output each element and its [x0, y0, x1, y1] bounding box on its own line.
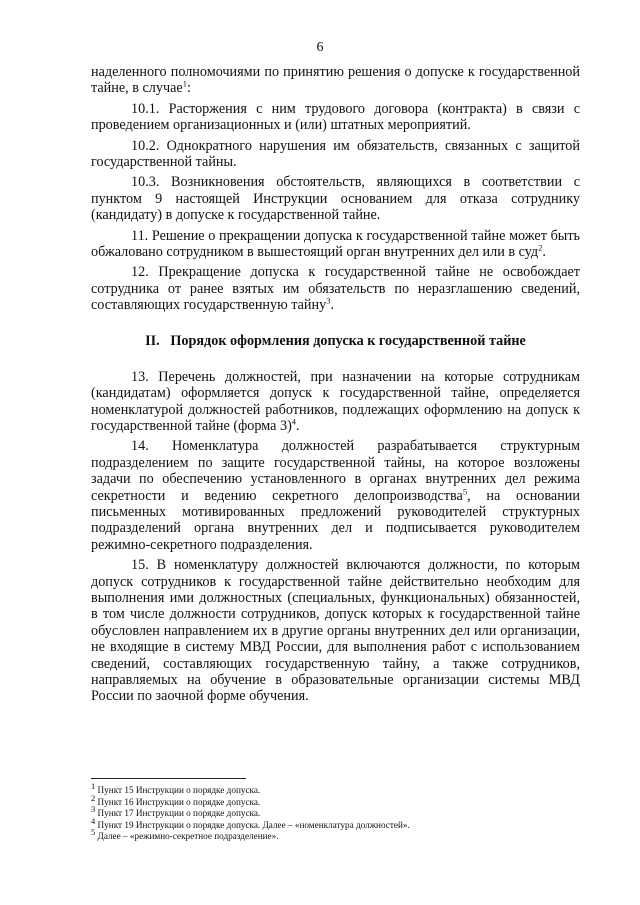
footnote-2 [91, 792, 580, 809]
paragraph-text: 13. Перечень должностей, при назначении на которые сотрудникам (кандидатам) оформляется допуск к государственной тайне, определяется номенклатурой должностей работников, подлежащих оформлению на допуск к государственной тайне (форма 3) [91, 368, 580, 434]
footnote-number: 4 [91, 815, 96, 826]
paragraph-text: 11. Решение о прекращении допуска к государственной тайне может быть обжаловано сотрудником в вышестоящий орган внутренних дел или в суд [91, 227, 580, 261]
paragraph-10-1 [91, 101, 580, 134]
footnote-ref: 2 [538, 242, 543, 253]
paragraph-11 [91, 228, 580, 261]
paragraph-text: 10.2. Однократного нарушения им обязательств, связанных с защитой государственной тайны. [91, 137, 580, 171]
footnote-text: Пункт 16 Инструкции о порядке допуска. [95, 796, 261, 807]
footnote-ref: 1 [182, 78, 187, 89]
section-heading: II. Порядок оформления допуска к государственной тайне [145, 332, 526, 349]
paragraph-12 [91, 264, 580, 313]
footnote-number: 5 [91, 827, 96, 838]
intro-paragraph [91, 64, 580, 97]
paragraph-text: 10.3. Возникновения обстоятельств, являющихся в соответствии с пунктом 9 настоящей Инструкции основанием для отказа сотруднику (кандидату) в допуске к государственной тайне. [91, 174, 580, 224]
paragraph-text: наделенного полномочиями по принятию решения о допуске к государственной тайне, в случае [91, 64, 580, 97]
paragraph-text: 15. В номенклатуру должностей включаются должности, по которым допуск сотрудников к государственной тайне действительно необходим для выполнения ими должностных (специальных, функциональных) обязанностей, в том числе должности сотрудников, допуск которых к государственной тайне обусловлен направлением их в другие органы внутренних дел или организации, не входящие в систему МВД России, для выполнения работ с использованием сведений, составляющих государственную тайну, а также сотрудников, направляемых на обучение в образовательные организации системы МВД России по заочной форме обучения. [91, 557, 580, 705]
footnotes [91, 780, 580, 843]
footnote-separator [91, 778, 246, 779]
footnote-number: 3 [91, 804, 96, 815]
paragraph-tail: , на основании письменных мотивированных предложений руководителей структурных подразделений органа внутренних дел и подписывается руководителем режимно-секретного подразделения. [91, 487, 580, 553]
footnote-5 [91, 827, 580, 843]
paragraph-end: . [296, 417, 300, 434]
paragraph-text: 10.1. Расторжения с ним трудового договора (контракта) в связи с проведением организационных и (или) штатных мероприятий. [91, 100, 580, 134]
paragraph-end: . [330, 297, 334, 314]
footnote-number: 2 [91, 792, 96, 803]
footnote-text: Пункт 15 Инструкции о порядке допуска. [95, 785, 261, 795]
paragraph-13 [91, 369, 580, 435]
footnote-ref: 3 [326, 295, 331, 306]
footnote-text: Пункт 17 Инструкции о порядке допуска. [95, 808, 261, 819]
footnote-text: Пункт 19 Инструкции о порядке допуска. Далее – «номенклатура должностей». [95, 819, 410, 830]
footnote-number: 1 [91, 780, 96, 791]
paragraph-14 [91, 438, 580, 553]
footnote-4 [91, 815, 580, 832]
paragraph-10-3 [91, 174, 580, 223]
paragraph-end: . [542, 244, 546, 261]
paragraph-end: : [186, 80, 191, 97]
paragraph-text: 14. Номенклатура должностей разрабатывается структурным подразделением по защите государственной тайны, на которое возложены задачи по обеспечению установленного в органах внутренних дел режима секретности и ведению секретного делопроизводства [91, 438, 580, 504]
paragraph-15 [91, 557, 580, 705]
paragraph-text: 12. Прекращение допуска к государственной тайне не освобождает сотрудника от ранее взятых им обязательств по неразглашению сведений, составляющих государственную тайну [91, 264, 580, 314]
paragraph-10-2 [91, 138, 580, 171]
footnote-3 [91, 804, 580, 820]
footnote-1 [91, 780, 580, 797]
page-number: 6 [316, 40, 324, 55]
footnote-ref: 4 [291, 416, 297, 427]
document-body [91, 64, 580, 709]
footnote-text: Далее – «режимно-секретное подразделение». [95, 831, 279, 842]
footnote-ref: 5 [462, 485, 468, 496]
